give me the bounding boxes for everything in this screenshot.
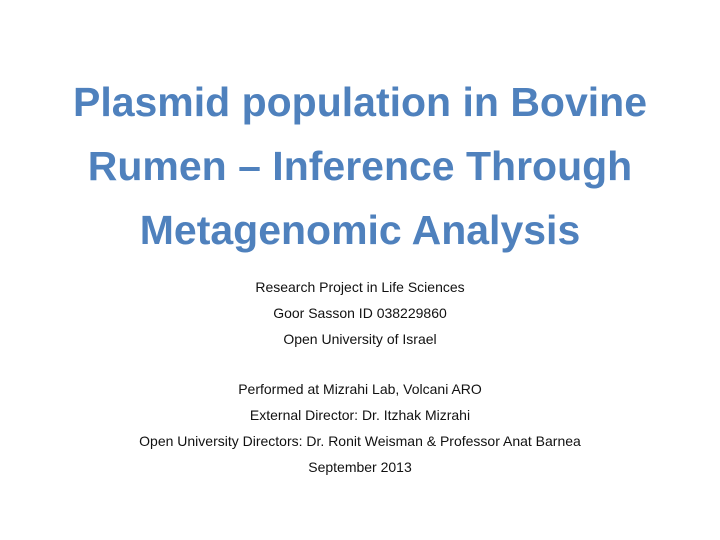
slide-subtitle [40,274,680,480]
external-director: External Director: Dr. Itzhak Mizrahi [249,407,471,423]
title-line-1: Plasmid population in Bovine [72,79,648,125]
title-line-2: Rumen – Inference Through [87,143,633,189]
university-directors: Open University Directors: Dr. Ronit Weisman & Professor Anat Barnea [139,433,581,449]
slide-title [40,70,680,262]
spacer [40,352,680,376]
project-type: Research Project in Life Sciences [255,279,465,295]
title-line-3: Metagenomic Analysis [139,207,581,253]
author-id: Goor Sasson ID 038229860 [273,305,447,321]
university: Open University of Israel [283,331,437,347]
date: September 2013 [308,459,412,475]
lab-location: Performed at Mizrahi Lab, Volcani ARO [238,381,482,397]
